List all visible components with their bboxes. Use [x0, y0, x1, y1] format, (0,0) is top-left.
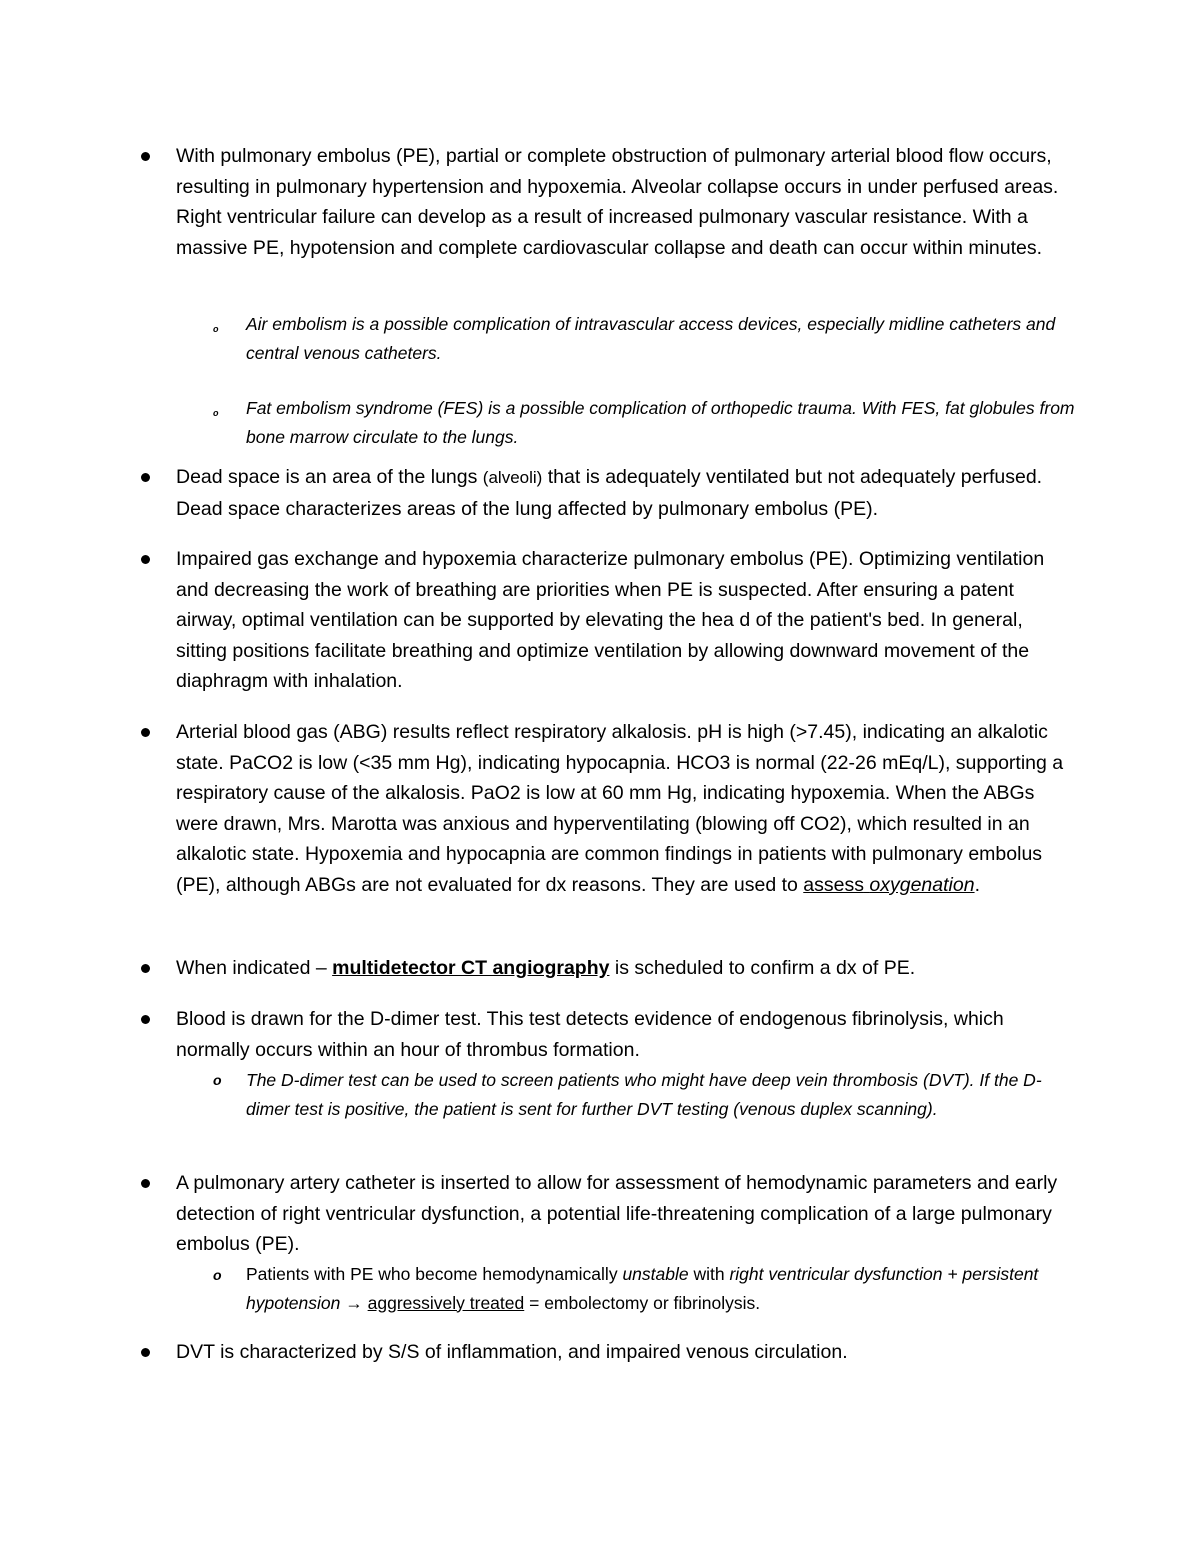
paragraph-5-part-2: is scheduled to confirm a dx of PE.	[609, 957, 916, 979]
bullet-3	[141, 555, 150, 564]
sub-paragraph-6a: The D-dimer test can be used to screen patients who might have deep vein thrombosis (DVT). If the D-dimer test is positive, the patient is sent for further DVT testing (venous duplex scanning).	[246, 1070, 1042, 1119]
bullet-7	[141, 1179, 150, 1188]
paragraph-4-end: .	[974, 873, 980, 896]
paragraph-6: Blood is drawn for the D-dimer test. This test detects evidence of endogenous fibrinolysis, which normally occurs within an hour of thrombus formation.	[176, 1008, 1004, 1061]
sub-7a-rv-dysfunction: right ventricular dysfunction + persistent hypotension	[246, 1264, 1039, 1313]
paragraph-5-part-1: When indicated –	[176, 957, 333, 979]
sub-7a-part-2: with	[688, 1264, 730, 1284]
ct-angiography-link[interactable]: multidetector CT angiography	[332, 957, 610, 979]
bullet-2	[141, 473, 150, 482]
bullet-4	[141, 728, 150, 737]
sub-7a-part-3: = embolectomy or fibrinolysis.	[524, 1292, 761, 1313]
paragraph-2-part-1: Dead space is an area of the lungs	[176, 466, 483, 488]
bullet-8	[141, 1348, 150, 1357]
link-assess[interactable]: assess	[803, 873, 864, 896]
sub-bullet-1b: o	[213, 408, 219, 418]
paragraph-7: A pulmonary artery catheter is inserted to allow for assessment of hemodynamic parameters and early detection of right ventricular dysfunction, a potential life-threatening complication of a large pulmonary embolus (PE).	[176, 1172, 1058, 1256]
sub-paragraph-7a	[246, 1260, 1076, 1317]
bullet-6	[141, 1015, 150, 1024]
link-oxygenation[interactable]: oxygenation	[869, 873, 975, 896]
paragraph-4	[176, 717, 1076, 901]
paragraph-1: With pulmonary embolus (PE), partial or complete obstruction of pulmonary arterial blood flow occurs, resulting in pulmonary hypertension and hypoxemia. Alveolar collapse occurs in under perfused areas. Right ventricular failure can develop as a result of increased pulmonary vascular resistance. With a massive PE, hypotension and complete cardiovascular collapse and death can occur within minutes.	[176, 145, 1059, 259]
bullet-1	[141, 152, 150, 161]
sub-7a-unstable: unstable	[622, 1264, 689, 1284]
sub-paragraph-1a: Air embolism is a possible complication of intravascular access devices, especially midline catheters and central venous catheters.	[246, 314, 1056, 363]
sub-bullet-1a: o	[213, 324, 219, 334]
sub-bullet-6a: o	[213, 1072, 222, 1088]
sub-bullet-7a: o	[213, 1267, 222, 1283]
paragraph-4-body: Arterial blood gas (ABG) results reflect respiratory alkalosis. pH is high (>7.45), indicating an alkalotic state. PaCO2 is low (<35 mm Hg), indicating hypocapnia. HCO3 is normal (22-26 mEq/L), supporting a respiratory cause of the alkalosis. PaO2 is low at 60 mm Hg, indicating hypoxemia. When the ABGs were drawn, Mrs. Marotta was anxious and hyperventilating (blowing off CO2), which resulted in an alkalotic state. Hypoxemia and hypocapnia are common findings in patients with pulmonary embolus (PE), although ABGs are not evaluated for dx reasons. They are used to	[176, 721, 1064, 896]
sub-paragraph-1b: Fat embolism syndrome (FES) is a possible complication of orthopedic trauma. With FES, fat globules from bone marrow circulate to the lungs.	[246, 398, 1075, 447]
arrow-icon: →	[340, 1292, 368, 1313]
paragraph-3: Impaired gas exchange and hypoxemia characterize pulmonary embolus (PE). Optimizing ventilation and decreasing the work of breathing are priorities when PE is suspected. After ensuring a patent airway, optimal ventilation can be supported by elevating the hea d of the patient's bed. In general, sitting positions facilitate breathing and optimize ventilation by allowing downward movement of the diaphragm with inhalation.	[176, 548, 1045, 693]
paragraph-2-alveoli: (alveoli)	[482, 468, 543, 487]
paragraph-2-part-3: that is adequately ventilated but not adequately perfused. Dead space characterizes areas of the lung affected by pulmonary embolus (PE).	[176, 466, 1043, 520]
paragraph-2	[176, 462, 1076, 524]
sub-7a-part-1: Patients with PE who become hemodynamically	[246, 1264, 623, 1284]
sub-7a-aggressively-treated: aggressively treated	[367, 1292, 525, 1313]
paragraph-5	[176, 953, 1076, 984]
paragraph-8: DVT is characterized by S/S of inflammation, and impaired venous circulation.	[176, 1341, 848, 1363]
bullet-5	[141, 964, 150, 973]
